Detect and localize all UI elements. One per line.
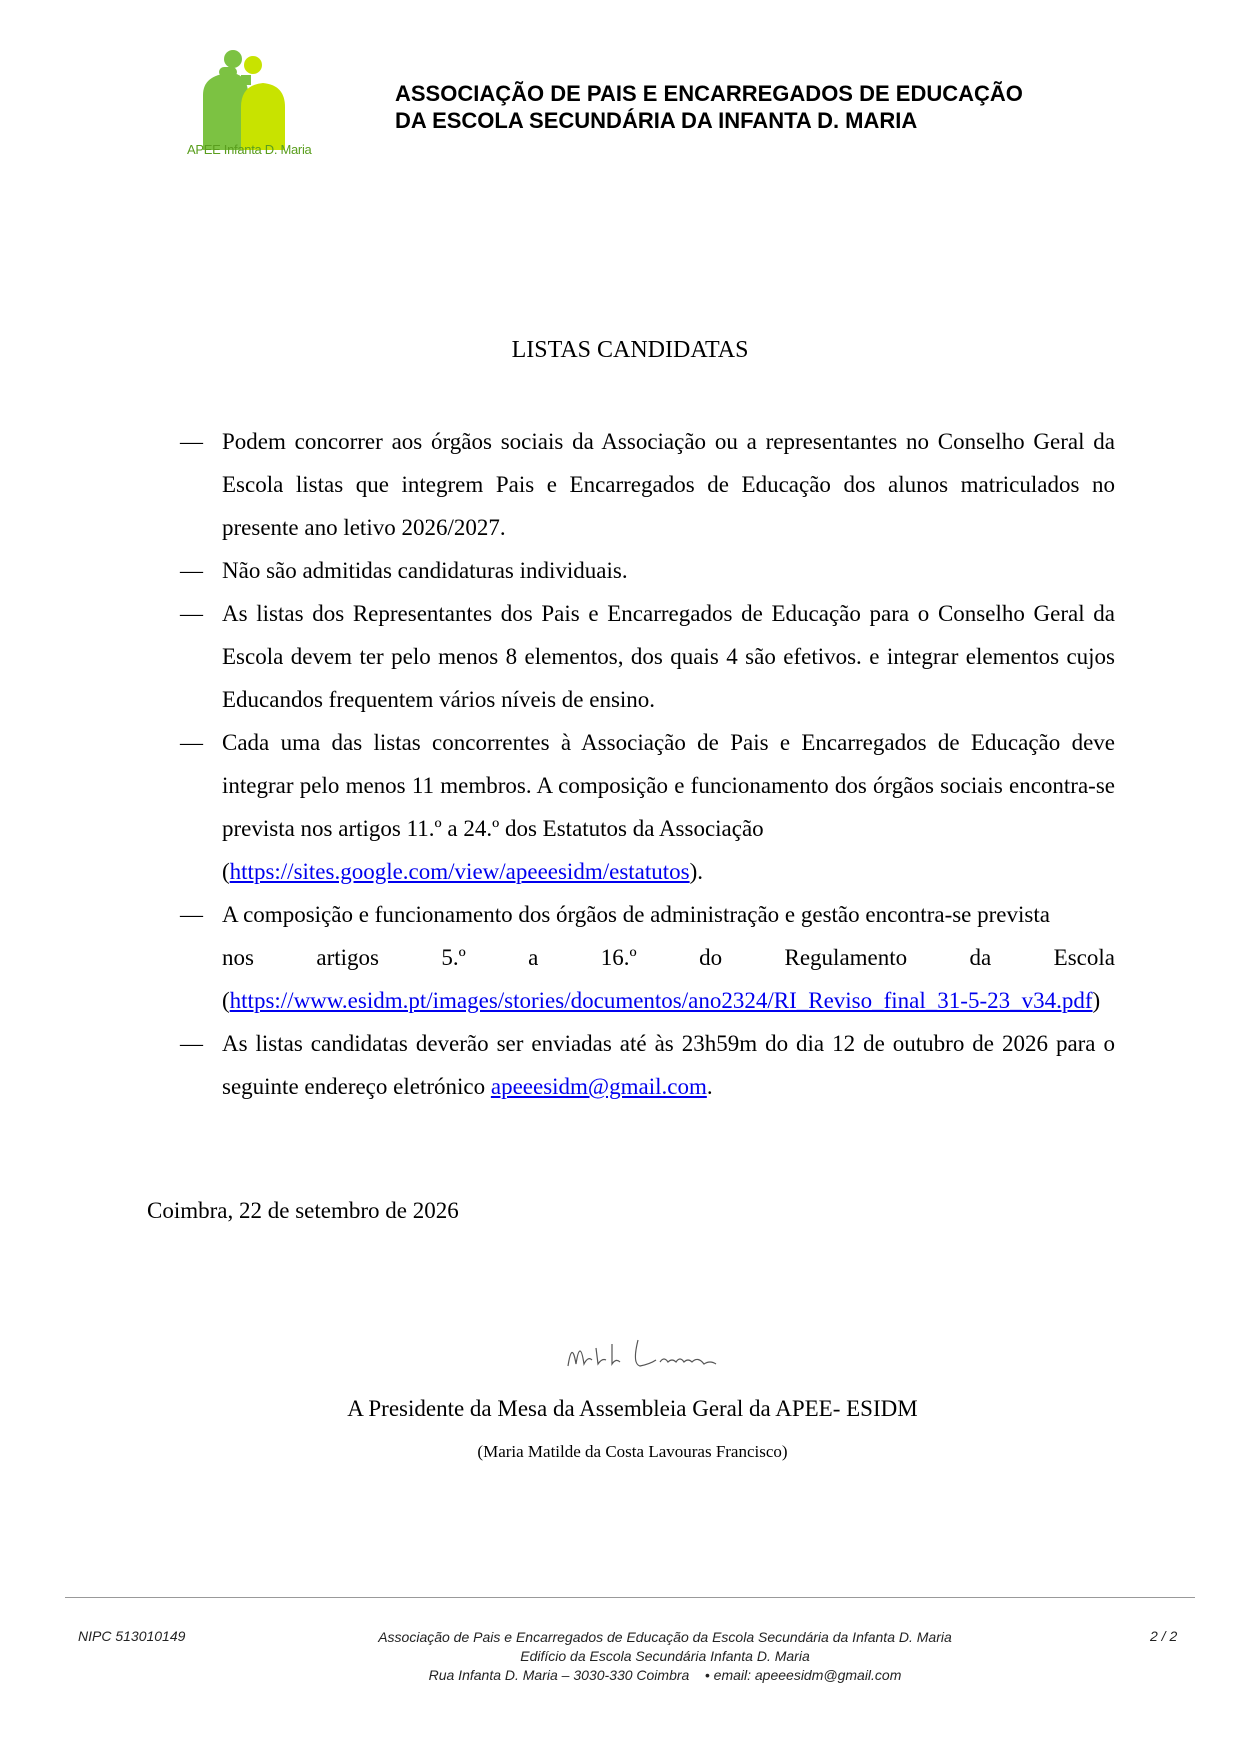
footer-line-1: Associação de Pais e Encarregados de Educação da Escola Secundária da Infanta D. Maria [378,1629,952,1645]
list-item: — Cada uma das listas concorrentes à Associação de Pais e Encarregados de Educação deve integrar pelo menos 11 membros. A composição e funcionamento dos órgãos sociais encontra-se prevista nos artigos 11.º a 24.º dos Estatutos da Associação (https://sites.google.com/view/apeeesidm/estatutos). [180,721,1115,893]
document-title: LISTAS CANDIDATAS [511,337,749,363]
item-text: As listas candidatas deverão ser enviadas até às 23h59m do dia 12 de outubro de 2026 para o seguinte endereço eletrónico [222,1031,1115,1099]
list-item [180,592,1115,721]
footer-line-2: Edifício da Escola Secundária Infanta D. Maria [520,1648,810,1664]
item-text: A composição e funcionamento dos órgãos de administração e gestão encontra-se prevista [222,902,1050,927]
list-item [180,549,1115,592]
item-text-spread: nos artigos 5.º a 16.º do Regulamento da Escola [222,945,1115,970]
logo-text: APEE Infanta D. Maria [187,142,312,157]
document-body [180,420,1115,1108]
dash-bullet: — [180,429,203,454]
list-item: — A composição e funcionamento dos órgãos de administração e gestão encontra-se prevista nos artigos 5.º a 16.º do Regulamento da Escola (https://www.esidm.pt/images/stories/documentos/ano2324/RI_Reviso_final_31-5-23_v34.pdf) [180,893,1115,1022]
footer-nipc: NIPC 513010149 [78,1628,186,1644]
page-number: 2 / 2 [1150,1628,1178,1644]
list-item: — As listas candidatas deverão ser enviadas até às 23h59m do dia 12 de outubro de 2026 para o seguinte endereço eletrónico apeeesidm@gmail.com. [180,1022,1115,1108]
item-text: Cada uma das listas concorrentes à Associação de Pais e Encarregados de Educação deve integrar pelo menos 11 membros. A composição e funcionamento dos órgãos sociais encontra-se prevista nos artigos 11.º a 24.º dos Estatutos da Associação [222,730,1115,841]
item-text: Não são admitidas candidaturas individuais. [222,558,628,583]
regulation-link[interactable]: https://www.esidm.pt/images/stories/documentos/ano2324/RI_Reviso_final_31-5-23_v34.pdf [229,988,1093,1013]
handwritten-signature [560,1330,730,1380]
org-line-2: DA ESCOLA SECUNDÁRIA DA INFANTA D. MARIA [395,108,918,133]
organization-name [395,80,1023,134]
footer-divider [65,1597,1195,1598]
footer-address [260,1628,1070,1685]
email-link[interactable]: apeeesidm@gmail.com [490,1074,707,1099]
item-text: Podem concorrer aos órgãos sociais da Associação ou a representantes no Conselho Geral da Escola listas que integrem Pais e Encarregados de Educação dos alunos matriculados no presente ano letivo 2026/2027. [222,429,1115,540]
dash-bullet: — [180,601,203,626]
dash-bullet: — [180,1031,203,1056]
statutes-link[interactable]: https://sites.google.com/view/apeeesidm/estatutos [229,859,690,884]
dash-bullet: — [180,558,203,583]
org-line-1: ASSOCIAÇÃO DE PAIS E ENCARREGADOS DE EDUCAÇÃO [395,81,1023,106]
president-title: A Presidente da Mesa da Assembleia Geral da APEE- ESIDM [347,1396,918,1421]
list-item [180,420,1115,549]
dash-bullet: — [180,730,203,755]
president-name: (Maria Matilde da Costa Lavouras Francisco) [477,1442,788,1461]
item-text: As listas dos Representantes dos Pais e Encarregados de Educação para o Conselho Geral da Escola devem ter pelo menos 8 elementos, dos quais 4 são efetivos. e integrar elementos cujos Educandos frequentem vários níveis de ensino. [222,601,1115,712]
place-and-date: Coimbra, 22 de setembro de 2026 [147,1198,459,1223]
footer-line-3: Rua Infanta D. Maria – 3030-330 Coimbra • email: apeeesidm@gmail.com [428,1667,902,1683]
dash-bullet: — [180,902,203,927]
